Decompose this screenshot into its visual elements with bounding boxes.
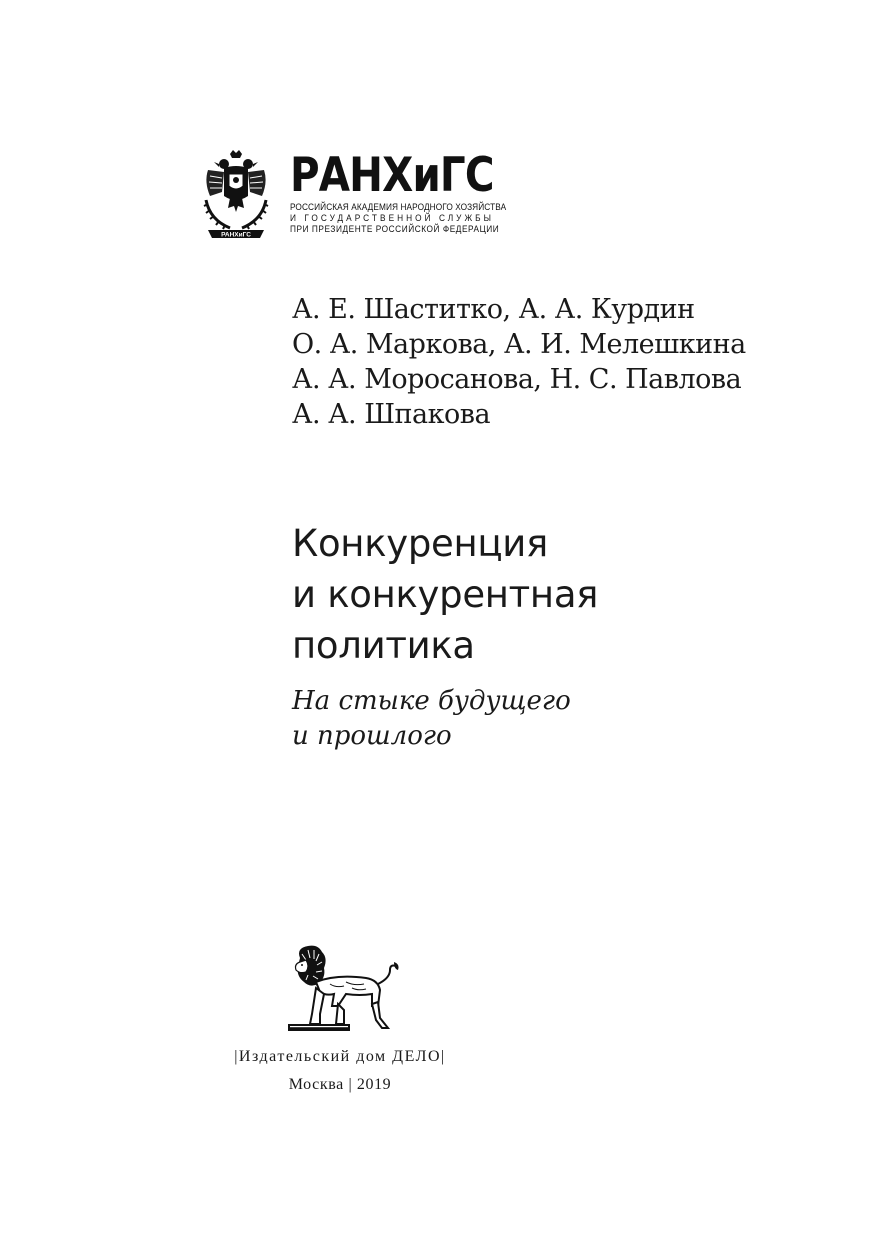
emblem-ribbon-text: РАНХиГС [221,231,251,239]
logo-full-name-line-3: ПРИ ПРЕЗИДЕНТЕ РОССИЙСКОЙ ФЕДЕРАЦИИ [290,224,500,234]
author-list [292,292,832,432]
subtitle-line-2: и прошлого [292,721,452,751]
title-line-3: политика [292,624,475,667]
subtitle-line-1: На стыке будущего [292,686,571,716]
publisher-name: |Издательский дом ДЕЛО| [234,1048,446,1065]
author-line-3: А. А. Моросанова, Н. С. Павлова [292,364,742,395]
author-line-1: А. Е. Шаститко, А. А. Курдин [292,294,695,325]
book-subtitle [292,684,812,754]
lion-icon [286,944,404,1036]
double-headed-eagle-emblem-icon [200,150,272,240]
logo-full-name-line-2: И ГОСУДАРСТВЕННОЙ СЛУЖБЫ [290,213,494,223]
logo-full-name-line-1: РОССИЙСКАЯ АКАДЕМИЯ НАРОДНОГО ХОЗЯЙСТВА [290,202,507,212]
book-title [292,518,812,671]
ranepa-logo [200,150,510,242]
logo-text [290,150,510,235]
title-line-2: и конкурентная [292,573,599,616]
logo-abbreviation: РАНХиГС [290,148,494,203]
author-line-2: О. А. Маркова, А. И. Мелешкина [292,329,746,360]
author-line-4: А. А. Шпакова [292,399,491,430]
publication-city-year: Москва | 2019 [288,1076,392,1093]
title-line-1: Конкуренция [292,522,548,565]
